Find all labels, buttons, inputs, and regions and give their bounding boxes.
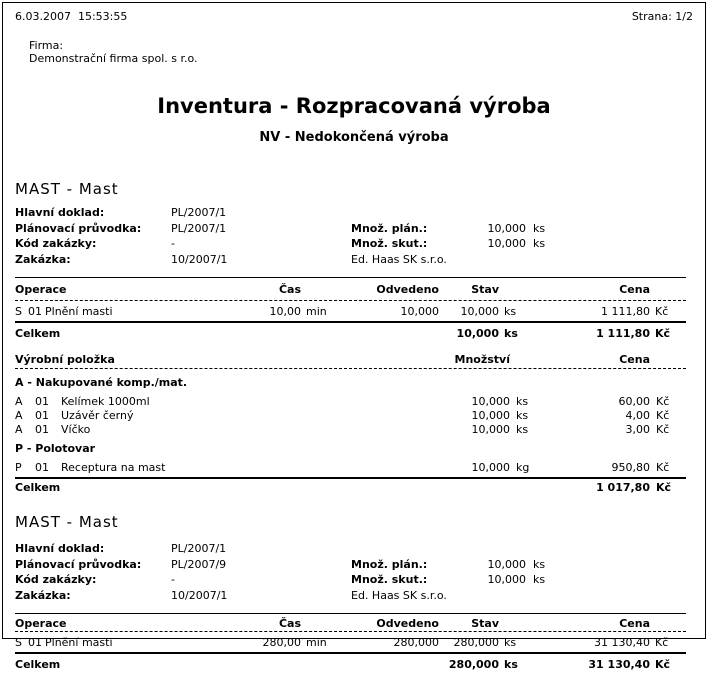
section-heading: MAST - Mast [15,513,119,531]
operation-code: 01 [28,636,42,649]
spacer [301,283,332,300]
spacer [301,658,332,673]
info-row-order-code [15,573,693,589]
item-price: 4,00 [625,409,650,422]
section-info [15,206,693,268]
col-price: Cena [619,353,650,366]
spacer [481,542,526,558]
operation-name-cell [15,305,241,321]
routing-value: PL/2007/9 [171,557,227,571]
col-price: Cena [619,283,650,296]
main-doc-label: Hlavní doklad: [15,206,105,219]
customer-name: Ed. Haas SK s.r.o. [351,588,447,602]
item-name: Víčko [61,423,91,436]
operations-total-row [15,654,686,673]
items-total-price-unit: Kč [656,481,672,494]
operation-code: 01 [28,305,42,318]
total-state: 280,000 [448,658,499,671]
item-unit: ks [516,395,529,408]
customer-name: Ed. Haas SK s.r.o. [351,252,447,266]
qty-planned-label: Množ. plán.: [351,557,428,571]
operation-reported: 280,000 [393,636,439,649]
qty-planned-value: 10,000 [487,557,526,571]
item-name: Kelímek 1000ml [61,395,150,408]
section-info [15,542,693,604]
item-type: A [15,409,23,422]
col-state: Stav [471,283,499,296]
item-name-cell [15,423,450,437]
items-total-row [15,479,686,495]
order-value: 10/2007/1 [171,588,228,602]
total-price: 1 111,80 [596,327,650,340]
operations-table [15,277,686,342]
item-code: 01 [35,409,49,422]
order-code-value: - [171,573,175,586]
spacer [650,283,686,300]
items-header-row [15,353,686,368]
col-quantity: Množství [454,353,510,366]
item-qty: 10,000 [471,395,510,408]
company-label: Firma: [29,39,64,52]
item-row [15,409,686,423]
order-code-value: - [171,237,175,250]
total-label: Celkem [15,327,61,340]
report-page [2,2,706,671]
spacer [499,617,523,631]
item-type: P [15,461,22,474]
operation-price: 31 130,40 [594,636,650,649]
item-unit: ks [516,423,529,436]
spacer [351,206,481,222]
item-code: 01 [35,461,49,474]
spacer [526,542,566,558]
item-price: 3,00 [625,423,650,436]
report-title: Inventura - Rozpracovaná výroba [157,94,551,118]
item-row [15,395,686,409]
spacer [332,327,439,342]
items-table [15,353,686,495]
spacer [510,353,534,368]
operation-state: 10,000 [460,305,499,318]
operation-row [15,632,686,652]
spacer [481,206,526,222]
item-unit: ks [516,409,529,422]
operation-price: 1 111,80 [601,305,650,318]
item-price: 60,00 [618,395,650,408]
col-reported: Odvedeno [376,283,439,296]
items-total-price: 1 017,80 [596,481,650,494]
operation-time: 10,00 [269,305,301,318]
item-name-cell [15,395,450,409]
operation-reported: 10,000 [400,305,439,318]
qty-planned-label: Množ. plán.: [351,221,428,235]
order-value: 10/2007/1 [171,252,228,266]
operations-header-row [15,278,686,300]
item-price-unit: Kč [656,409,670,422]
item-name: Uzávěr černý [61,409,134,422]
spacer [499,283,523,300]
spacer [650,353,686,368]
report-datetime: 6.03.2007 15:53:55 [15,10,128,23]
item-price: 950,80 [611,461,650,474]
qty-planned-unit: ks [533,221,546,235]
operation-state: 280,000 [453,636,499,649]
operations-table [15,613,686,673]
item-name-cell [15,461,450,475]
qty-actual-value: 10,000 [487,573,526,586]
report-subtitle: NV - Nedokončená výroba [259,130,449,145]
operations-total-row [15,323,686,342]
spacer [526,206,566,222]
total-state-unit: ks [504,327,518,340]
qty-actual-unit: ks [533,237,546,250]
section-mast-1 [15,181,693,495]
item-row [15,461,686,475]
info-row-order [15,589,693,605]
main-doc-value: PL/2007/1 [171,542,227,555]
qty-actual-label: Množ. skut.: [351,237,428,250]
section-heading: MAST - Mast [15,180,119,198]
spacer [241,327,301,342]
company-name: Demonstrační firma spol. s r.o. [29,52,198,65]
qty-planned-value: 10,000 [487,221,526,235]
operation-type: S [15,636,22,649]
main-doc-value: PL/2007/1 [171,206,227,219]
item-qty: 10,000 [471,461,510,474]
operation-name-cell [15,636,241,652]
spacer [332,658,439,673]
group-header-purchased: A - Nakupované komp./mat. [15,376,188,389]
operation-state-unit: ks [504,305,517,318]
qty-actual-value: 10,000 [487,237,526,250]
total-state-unit: ks [504,658,518,671]
operations-header-row [15,614,686,631]
col-operation: Operace [15,283,67,296]
item-price-unit: Kč [656,395,670,408]
spacer [450,481,510,495]
operation-type: S [15,305,22,318]
items-header-rule [15,368,686,369]
operation-row [15,301,686,321]
total-price-unit: Kč [655,658,671,671]
operation-name: Plnění masti [45,305,113,318]
operation-time: 280,00 [262,636,301,649]
total-price: 31 130,40 [588,658,650,671]
item-type: A [15,395,23,408]
company-row [15,26,693,78]
qty-actual-unit: ks [533,573,546,586]
total-label: Celkem [15,481,61,494]
col-operation: Operace [15,617,67,630]
item-price-unit: Kč [656,423,670,436]
total-price-unit: Kč [655,327,671,340]
operation-price-unit: Kč [655,636,669,649]
item-qty: 10,000 [471,423,510,436]
info-row-main-doc [15,206,693,222]
spacer [301,327,332,342]
spacer [351,542,481,558]
spacer [241,658,301,673]
operation-price-unit: Kč [655,305,669,318]
operation-time-unit: min [306,305,327,318]
col-time: Čas [278,283,301,296]
report-header-bar [15,10,693,23]
col-time: Čas [278,617,301,630]
routing-label: Plánovací průvodka: [15,557,142,571]
item-code: 01 [35,395,49,408]
order-label: Zakázka: [15,588,71,602]
item-price-unit: Kč [656,461,670,474]
group-header-semifinished: P - Polotovar [15,442,96,455]
operation-state-unit: ks [504,636,517,649]
col-state: Stav [471,617,499,630]
info-row-routing [15,222,693,238]
item-name: Receptura na mast [61,461,166,474]
spacer [650,617,686,631]
spacer [301,617,332,631]
main-doc-label: Hlavní doklad: [15,542,105,555]
order-code-label: Kód zakázky: [15,237,97,250]
qty-actual-label: Množ. skut.: [351,573,428,586]
total-state: 10,000 [456,327,499,340]
info-row-main-doc [15,542,693,558]
routing-label: Plánovací průvodka: [15,221,142,235]
info-row-order-code [15,237,693,253]
operation-name: Plnění masti [45,636,113,649]
operation-time-unit: min [306,636,327,649]
item-type: A [15,423,23,436]
col-production-item: Výrobní položka [15,353,115,366]
info-row-order [15,253,693,269]
item-unit: kg [516,461,530,474]
col-reported: Odvedeno [376,617,439,630]
order-label: Zakázka: [15,252,71,266]
spacer [510,481,534,495]
routing-value: PL/2007/1 [171,221,227,235]
col-price: Cena [619,617,650,630]
info-row-routing [15,558,693,574]
item-row [15,423,686,437]
item-name-cell [15,409,450,423]
item-code: 01 [35,423,49,436]
total-label: Celkem [15,658,61,671]
item-qty: 10,000 [471,409,510,422]
order-code-label: Kód zakázky: [15,573,97,586]
section-mast-2 [15,514,693,673]
qty-planned-unit: ks [533,557,546,571]
page-number: Strana: 1/2 [631,10,693,23]
